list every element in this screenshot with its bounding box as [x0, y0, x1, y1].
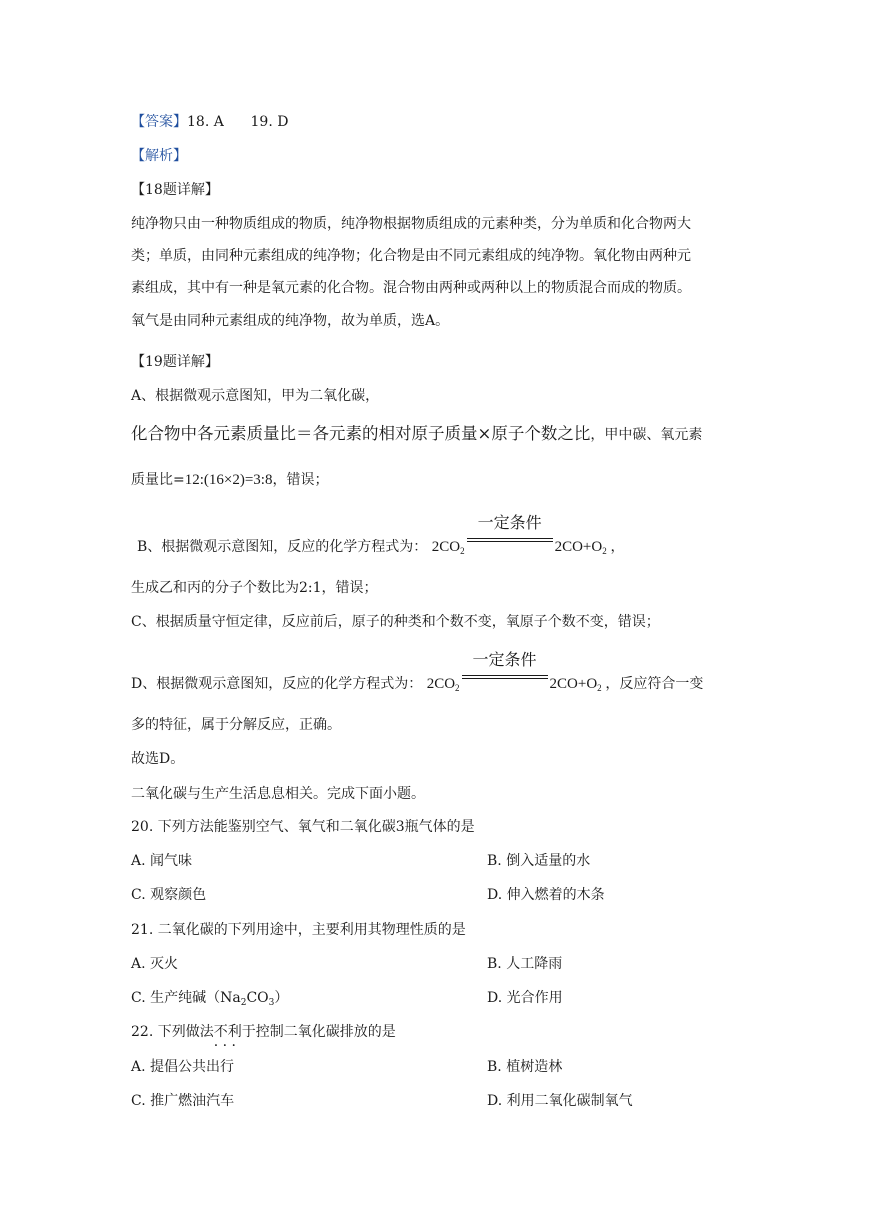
- q22-option-c[interactable]: C. 推广燃油汽车: [131, 1093, 235, 1109]
- eq-left-sub: 2: [455, 683, 460, 693]
- q19-d-prefix: D、根据微观示意图知，反应的化学方程式为：: [131, 676, 423, 692]
- eq-left: 2CO: [431, 539, 461, 555]
- q19-d-tail: ，反应符合一变: [605, 676, 704, 692]
- eq-right-sub: 2: [597, 683, 602, 693]
- q19-d-line: [131, 650, 704, 698]
- answer-line: [131, 112, 288, 132]
- q22-option-b[interactable]: B. 植树造林: [487, 1059, 563, 1075]
- q19-c-line: C、根据质量守恒定律，反应前后，原子的种类和个数不变，氧原子个数不变，错误；: [131, 614, 660, 630]
- q19-a-line: A、根据微观示意图知，甲为二氧化碳，: [131, 388, 380, 404]
- chemical-equation-d: [426, 650, 606, 693]
- q18-line-2: 类；单质，由同种元素组成的纯净物；化合物是由不同元素组成的纯净物。氧化物由两种元: [131, 248, 691, 264]
- q22-stem-before: 22. 下列做法: [131, 1024, 214, 1040]
- q19-b-tail: ，: [610, 539, 625, 555]
- answer-label: 【答案】: [131, 114, 187, 130]
- eq-left: 2CO: [426, 676, 456, 692]
- q20-option-d[interactable]: D. 伸入燃着的木条: [487, 887, 605, 903]
- analysis-label: 【解析】: [131, 148, 187, 164]
- q21-option-c-mid: CO: [246, 990, 269, 1006]
- eq-condition: 一定条件: [477, 513, 542, 532]
- q21-option-c-sub2: 3: [268, 998, 275, 1008]
- q19-d-line-2: 多的特征，属于分解反应，正确。: [131, 717, 341, 733]
- q21-option-a[interactable]: A. 灭火: [131, 956, 179, 972]
- group-intro: 二氧化碳与生产生活息息相关。完成下面小题。: [131, 786, 425, 802]
- q21-option-c-end: ）: [274, 990, 289, 1006]
- q21-option-c[interactable]: [131, 988, 288, 1013]
- q21-option-c-text: C. 生产纯碱（Na: [131, 990, 241, 1006]
- eq-left-sub: 2: [460, 546, 465, 556]
- eq-condition-arrow: [462, 650, 548, 694]
- eq-right-sub: 2: [602, 546, 607, 556]
- q22-stem-after: 控制二氧化碳排放的是: [255, 1024, 396, 1040]
- q20-option-c[interactable]: C. 观察颜色: [131, 887, 207, 903]
- ratio-value: 12:(16×2)=3:8: [184, 472, 273, 488]
- q18-line-4: 氧气是由同种元素组成的纯净物，故为单质，选A。: [131, 313, 450, 329]
- q22-option-d[interactable]: D. 利用二氧化碳制氧气: [487, 1093, 633, 1109]
- q21-stem: 21. 二氧化碳的下列用途中，主要利用其物理性质的是: [131, 922, 466, 938]
- q21-option-c-sub1: 2: [240, 998, 247, 1008]
- q19-conclusion: 故选D。: [131, 751, 185, 767]
- q20-stem: 20. 下列方法能鉴别空气、氧气和二氧化碳3瓶气体的是: [131, 819, 475, 835]
- eq-right: 2CO+O: [549, 676, 598, 692]
- q22-stem-emphasis: 不利于 · · ·: [214, 1024, 256, 1040]
- q20-option-a[interactable]: A. 闻气味: [131, 853, 193, 869]
- q21-option-b[interactable]: B. 人工降雨: [487, 956, 563, 972]
- q18-line-3: 素组成，其中有一种是氧元素的化合物。混合物由两种或两种以上的物质混合而成的物质。: [131, 280, 691, 296]
- q19-b-line-2: 生成乙和丙的分子个数比为2:1，错误；: [131, 580, 378, 596]
- eq-condition-arrow: [467, 513, 553, 557]
- q21-option-d[interactable]: D. 光合作用: [487, 990, 563, 1006]
- q19-b-prefix: B、根据微观示意图知，反应的化学方程式为：: [137, 539, 428, 555]
- q19-a-ratio-line: [131, 470, 328, 490]
- q20-option-b[interactable]: B. 倒入适量的水: [487, 853, 591, 869]
- eq-right: 2CO+O: [554, 539, 603, 555]
- ratio-tail: ，错误；: [272, 472, 329, 488]
- ratio-prefix: 质量比=: [131, 472, 185, 488]
- mass-ratio-formula: 化合物中各元素质量比＝各元素的相对原子质量×原子个数之比: [131, 424, 591, 443]
- q22-stem: [131, 1022, 396, 1042]
- q19-b-line: [137, 513, 625, 561]
- q19-a-formula-line: [131, 424, 702, 445]
- q18-heading: 【18题详解】: [131, 182, 219, 198]
- chemical-equation-b: [431, 513, 611, 556]
- q22-option-a[interactable]: A. 提倡公共出行: [131, 1059, 235, 1075]
- q19-heading: 【19题详解】: [131, 354, 219, 370]
- answer-text: 18. A 19. D: [187, 114, 289, 130]
- q18-line-1: 纯净物只由一种物质组成的物质，纯净物根据物质组成的元素种类，分为单质和化合物两大: [131, 216, 691, 232]
- eq-condition: 一定条件: [472, 650, 537, 669]
- q19-a-tail: ，甲中碳、氧元素: [590, 427, 703, 443]
